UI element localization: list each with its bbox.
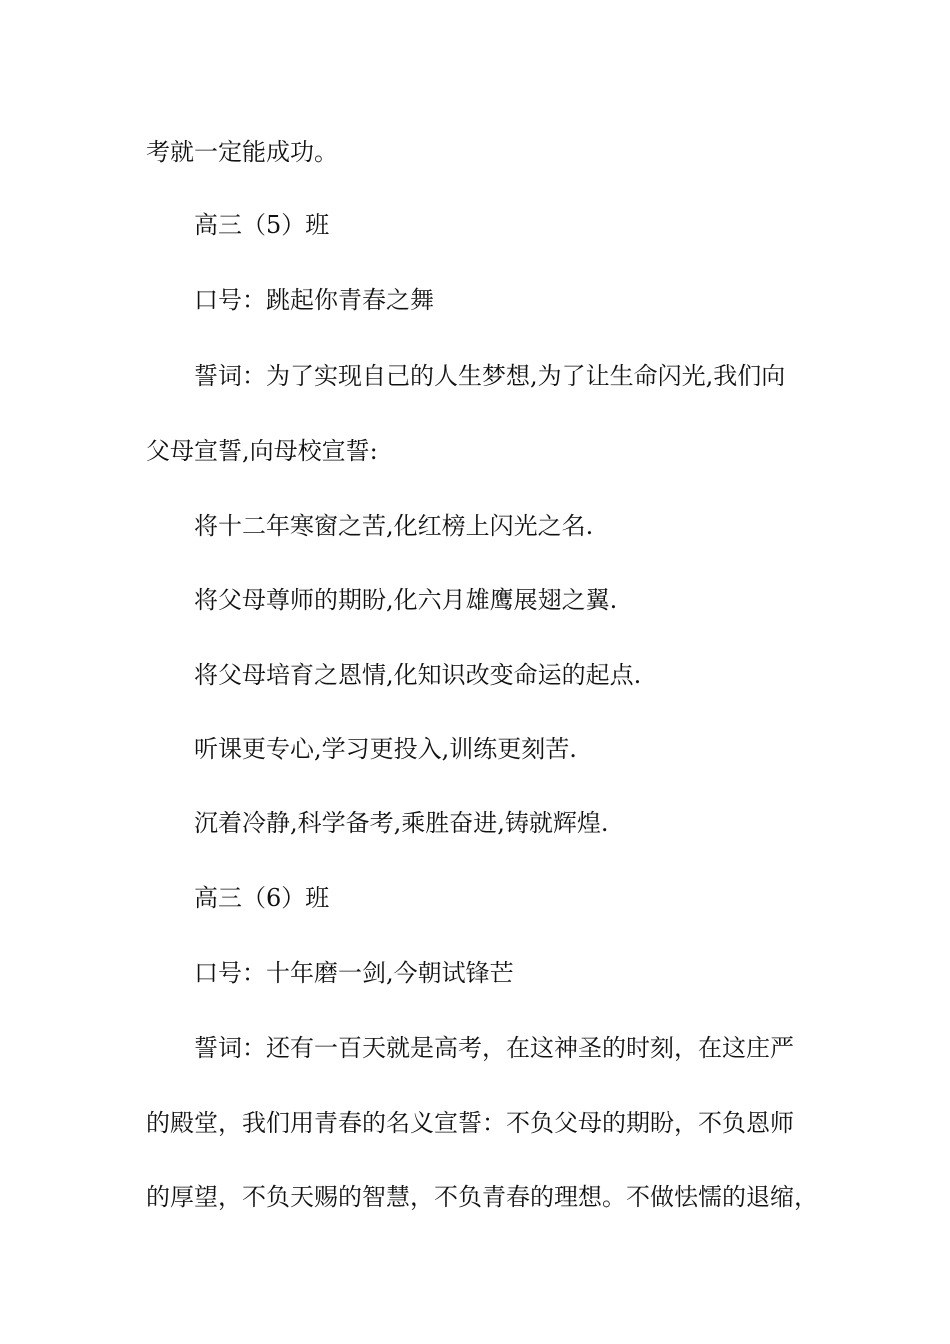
oath-item-3: 将父母培育之恩情,化知识改变命运的起点. [194,661,642,689]
class-heading-5: 高三（5）班 [194,211,330,239]
slogan-line-5: 口号：跳起你青春之舞 [194,286,434,314]
oath-item-1: 将十二年寒窗之苦,化红榜上闪光之名. [194,512,594,540]
oath-line-5-part1: 誓词：为了实现自己的人生梦想,为了让生命闪光,我们向 [194,362,786,390]
class-heading-6: 高三（6）班 [194,884,330,912]
oath-item-4: 听课更专心,学习更投入,训练更刻苦. [194,735,577,763]
oath-line-6-part3: 的厚望，不负天赐的智慧，不负青春的理想。不做怯懦的退缩， [146,1183,818,1211]
oath-item-2: 将父母尊师的期盼,化六月雄鹰展翅之翼. [194,586,618,614]
text-line-continuation: 考就一定能成功。 [146,138,338,166]
oath-line-6-part2: 的殿堂，我们用青春的名义宣誓：不负父母的期盼，不负恩师 [146,1109,794,1137]
slogan-line-6: 口号：十年磨一剑,今朝试锋芒 [194,959,514,987]
oath-item-5: 沉着冷静,科学备考,乘胜奋进,铸就辉煌. [194,809,609,837]
oath-line-5-part2: 父母宣誓,向母校宣誓: [146,437,378,465]
oath-line-6-part1: 誓词：还有一百天就是高考，在这神圣的时刻，在这庄严 [194,1034,794,1062]
